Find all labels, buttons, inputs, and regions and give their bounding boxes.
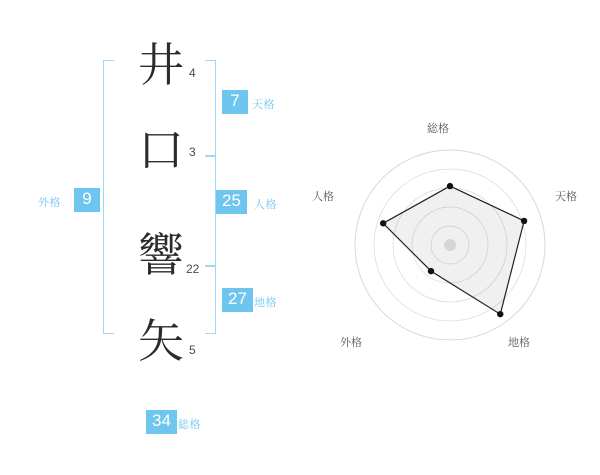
chikaku-value: 27 xyxy=(222,288,253,312)
axis-label-jinkaku: 人格 xyxy=(312,190,334,203)
chikaku-bracket xyxy=(205,265,216,334)
axis-label-chikaku: 地格 xyxy=(508,336,530,349)
kanji-strokes-1: 4 xyxy=(189,66,196,80)
tenkaku-value: 7 xyxy=(222,90,248,114)
chikaku-label: 地格 xyxy=(254,296,277,309)
outer-bracket xyxy=(103,60,114,334)
tenkaku-bracket xyxy=(205,60,216,157)
outer-group-label: 外格 xyxy=(38,196,61,209)
soukaku-label: 総格 xyxy=(178,418,201,431)
jinkaku-bracket xyxy=(205,155,216,267)
axis-label-gaikaku: 外格 xyxy=(340,336,362,349)
axis-label-tenkaku: 天格 xyxy=(555,190,577,203)
name-breakdown-panel xyxy=(0,0,300,470)
kanji-char-1: 井 xyxy=(138,38,184,92)
jinkaku-label: 人格 xyxy=(254,198,277,211)
kanji-strokes-2: 3 xyxy=(189,145,196,159)
jinkaku-value: 25 xyxy=(216,190,247,214)
axis-label-soukaku: 総格 xyxy=(427,122,449,135)
radar-chart-panel xyxy=(300,0,600,470)
radar-chart xyxy=(300,0,600,470)
soukaku-value: 34 xyxy=(146,410,177,434)
kanji-char-4: 矢 xyxy=(138,314,184,368)
outer-group-value: 9 xyxy=(74,188,100,212)
kanji-strokes-3: 22 xyxy=(186,262,200,276)
kanji-char-2: 口 xyxy=(138,123,184,177)
tenkaku-label: 天格 xyxy=(252,98,275,111)
kanji-char-3: 響 xyxy=(138,228,184,282)
kanji-strokes-4: 5 xyxy=(189,343,196,357)
